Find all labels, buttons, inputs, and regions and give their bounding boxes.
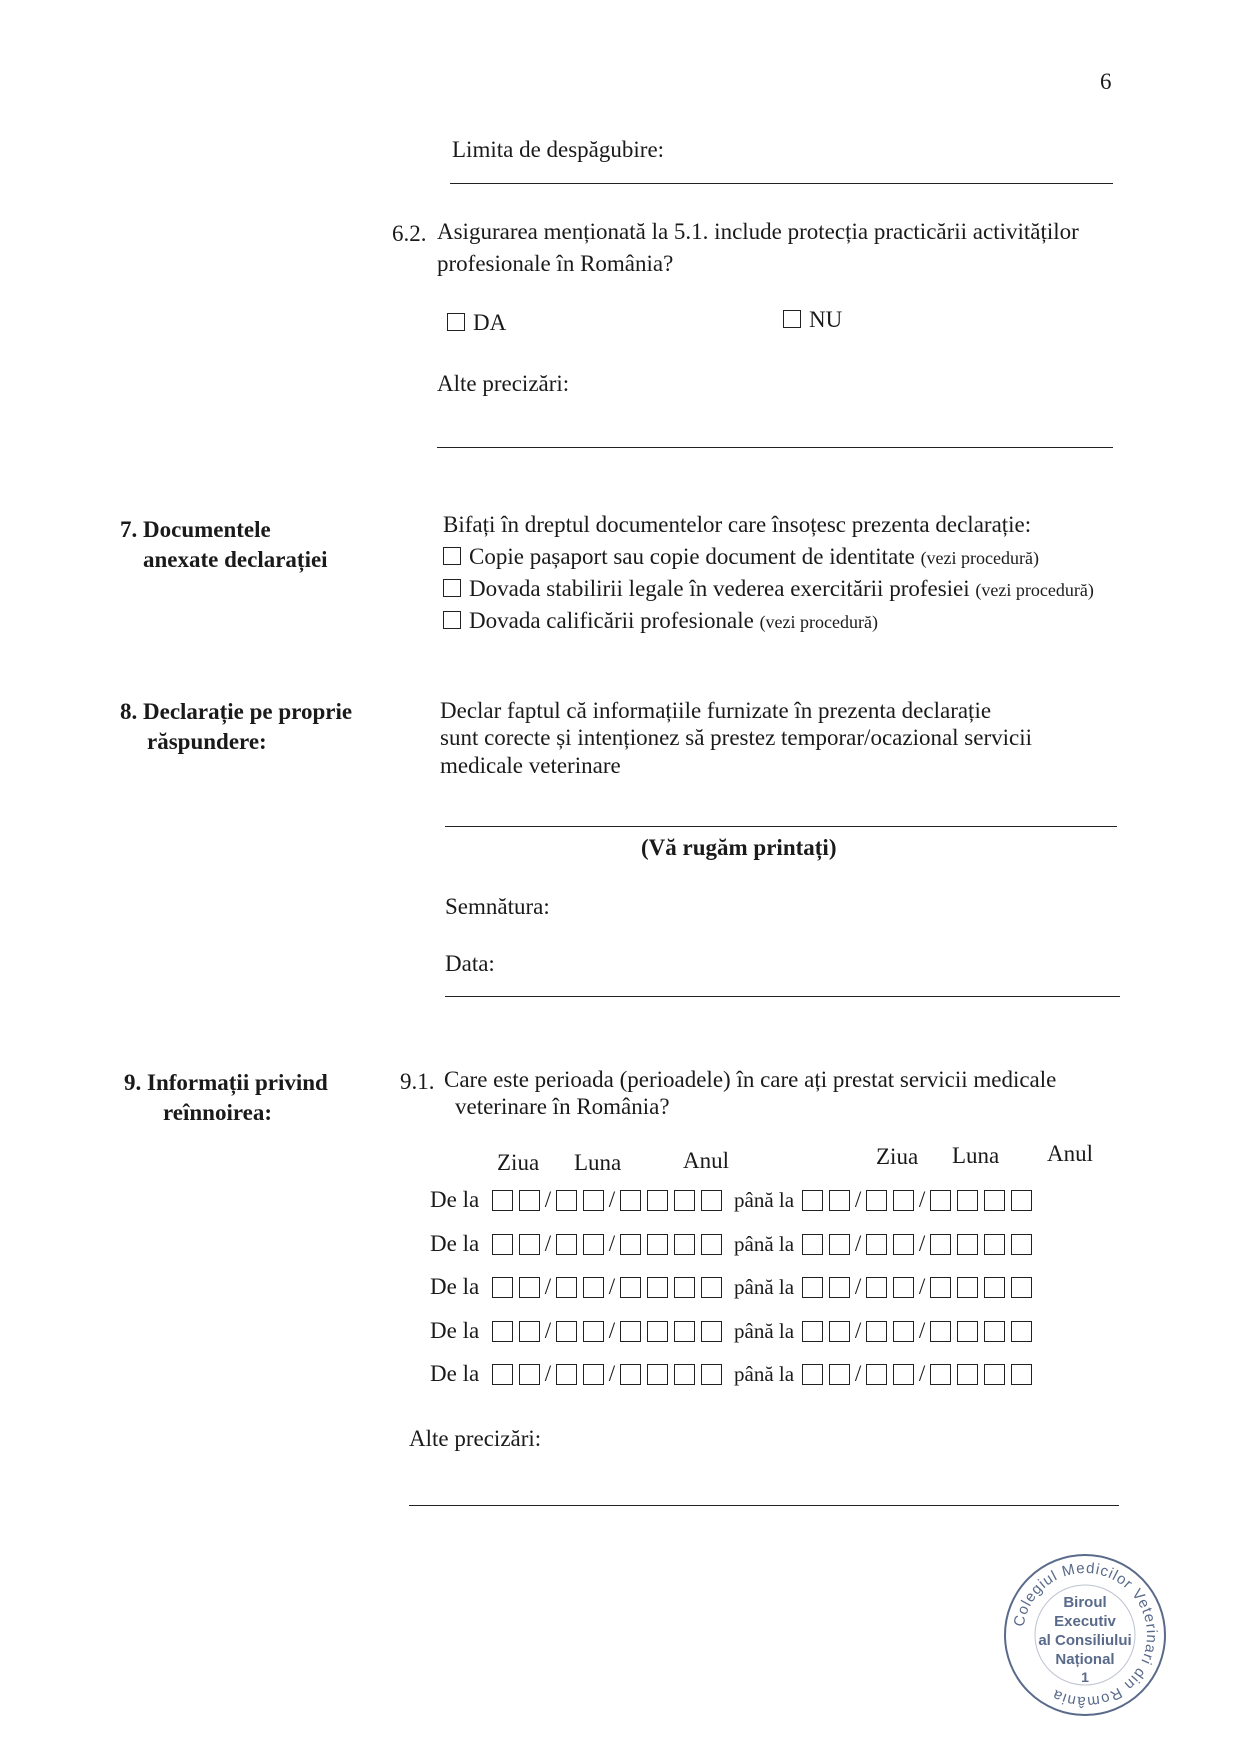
month-box[interactable] bbox=[583, 1277, 604, 1298]
stamp-ring-text: Colegiul Medicilor Veterinari din România bbox=[1010, 1559, 1161, 1711]
month-box[interactable] bbox=[893, 1234, 914, 1255]
stamp-line3: al Consiliului bbox=[1038, 1632, 1132, 1649]
year-box[interactable] bbox=[1011, 1321, 1032, 1342]
year-box[interactable] bbox=[984, 1277, 1005, 1298]
doc-item-1-note: (vezi procedură) bbox=[920, 548, 1039, 568]
day-box[interactable] bbox=[802, 1190, 823, 1211]
doc-item-3-text: Dovada calificării profesionale bbox=[469, 608, 754, 633]
date-slash: / bbox=[854, 1361, 862, 1386]
doc-item-3[interactable] bbox=[443, 607, 878, 636]
year-box[interactable] bbox=[620, 1190, 641, 1211]
month-box[interactable] bbox=[556, 1190, 577, 1211]
month-box[interactable] bbox=[866, 1364, 887, 1385]
period-row bbox=[430, 1274, 1038, 1300]
section8-title-line1: 8. Declarație pe proprie bbox=[120, 699, 353, 724]
col-month-until: Luna bbox=[952, 1143, 1000, 1168]
other-label-6: Alte precizări: bbox=[437, 371, 570, 396]
year-box[interactable] bbox=[957, 1364, 978, 1385]
day-box[interactable] bbox=[829, 1321, 850, 1342]
doc-item-2-note: (vezi procedură) bbox=[975, 580, 1094, 600]
date-slash: / bbox=[918, 1274, 926, 1299]
from-label: De la bbox=[430, 1187, 480, 1212]
other-input-line-9[interactable] bbox=[409, 1505, 1119, 1506]
year-box[interactable] bbox=[674, 1190, 695, 1211]
date-slash: / bbox=[544, 1318, 552, 1343]
from-label: De la bbox=[430, 1231, 480, 1256]
month-box[interactable] bbox=[556, 1321, 577, 1342]
date-slash: / bbox=[608, 1361, 616, 1386]
year-box[interactable] bbox=[957, 1321, 978, 1342]
year-box[interactable] bbox=[984, 1190, 1005, 1211]
from-label: De la bbox=[430, 1318, 480, 1343]
signature-label: Semnătura: bbox=[445, 894, 550, 919]
year-box[interactable] bbox=[957, 1234, 978, 1255]
q62-line1: Asigurarea menționată la 5.1. include protecția practicării activităților bbox=[437, 219, 1079, 244]
day-box[interactable] bbox=[519, 1364, 540, 1385]
year-box[interactable] bbox=[674, 1321, 695, 1342]
declaration-line1: Declar faptul că informațiile furnizate în prezenta declarație bbox=[440, 698, 992, 723]
month-box[interactable] bbox=[893, 1364, 914, 1385]
day-box[interactable] bbox=[519, 1321, 540, 1342]
day-box[interactable] bbox=[802, 1364, 823, 1385]
from-label: De la bbox=[430, 1274, 480, 1299]
council-stamp-icon bbox=[1000, 1550, 1170, 1720]
period-row bbox=[430, 1361, 1038, 1387]
year-box[interactable] bbox=[620, 1234, 641, 1255]
day-box[interactable] bbox=[802, 1321, 823, 1342]
doc-item-3-note: (vezi procedură) bbox=[759, 612, 878, 632]
until-label: până la bbox=[734, 1361, 795, 1386]
date-slash: / bbox=[608, 1274, 616, 1299]
section8-title-line2: răspundere: bbox=[147, 729, 267, 754]
year-box[interactable] bbox=[1011, 1277, 1032, 1298]
date-slash: / bbox=[854, 1187, 862, 1212]
stamp-line2: Executiv bbox=[1054, 1613, 1116, 1630]
doc-checkbox-2[interactable] bbox=[443, 579, 461, 597]
date-slash: / bbox=[918, 1318, 926, 1343]
date-slash: / bbox=[918, 1231, 926, 1256]
year-box[interactable] bbox=[701, 1277, 722, 1298]
year-box[interactable] bbox=[930, 1234, 951, 1255]
day-box[interactable] bbox=[519, 1234, 540, 1255]
section9-title-line1: 9. Informații privind bbox=[124, 1070, 328, 1095]
year-box[interactable] bbox=[701, 1364, 722, 1385]
month-box[interactable] bbox=[893, 1190, 914, 1211]
year-box[interactable] bbox=[620, 1364, 641, 1385]
year-box[interactable] bbox=[1011, 1234, 1032, 1255]
year-box[interactable] bbox=[930, 1277, 951, 1298]
year-box[interactable] bbox=[674, 1364, 695, 1385]
other-label-9: Alte precizări: bbox=[409, 1426, 542, 1451]
date-slash: / bbox=[608, 1187, 616, 1212]
year-box[interactable] bbox=[620, 1321, 641, 1342]
year-box[interactable] bbox=[930, 1364, 951, 1385]
doc-item-1[interactable] bbox=[443, 543, 1039, 572]
date-slash: / bbox=[918, 1361, 926, 1386]
stamp-line1: Biroul bbox=[1063, 1594, 1107, 1611]
date-slash: / bbox=[854, 1318, 862, 1343]
day-box[interactable] bbox=[829, 1190, 850, 1211]
col-month-from: Luna bbox=[574, 1150, 622, 1175]
month-box[interactable] bbox=[583, 1190, 604, 1211]
date-slash: / bbox=[608, 1231, 616, 1256]
no-label: NU bbox=[809, 307, 843, 332]
section7-title-line2: anexate declarației bbox=[143, 547, 328, 572]
year-box[interactable] bbox=[620, 1277, 641, 1298]
stamp-line5: 1 bbox=[1081, 1669, 1089, 1685]
from-label: De la bbox=[430, 1361, 480, 1386]
date-slash: / bbox=[544, 1231, 552, 1256]
day-box[interactable] bbox=[492, 1321, 513, 1342]
year-box[interactable] bbox=[957, 1277, 978, 1298]
until-label: până la bbox=[734, 1231, 795, 1256]
month-box[interactable] bbox=[556, 1364, 577, 1385]
day-box[interactable] bbox=[492, 1277, 513, 1298]
year-box[interactable] bbox=[930, 1190, 951, 1211]
date-slash: / bbox=[918, 1187, 926, 1212]
section7-title-line1: 7. Documentele bbox=[120, 517, 271, 542]
month-box[interactable] bbox=[866, 1277, 887, 1298]
date-slash: / bbox=[854, 1231, 862, 1256]
until-label: până la bbox=[734, 1274, 795, 1299]
period-row bbox=[430, 1318, 1038, 1344]
day-box[interactable] bbox=[829, 1234, 850, 1255]
q91-line1: Care este perioada (perioadele) în care ați prestat servicii medicale bbox=[444, 1067, 1057, 1092]
date-slash: / bbox=[544, 1187, 552, 1212]
month-box[interactable] bbox=[866, 1321, 887, 1342]
period-row bbox=[430, 1231, 1038, 1257]
until-label: până la bbox=[734, 1318, 795, 1343]
doc-checkbox-3[interactable] bbox=[443, 611, 461, 629]
month-box[interactable] bbox=[583, 1321, 604, 1342]
month-box[interactable] bbox=[583, 1364, 604, 1385]
day-box[interactable] bbox=[492, 1190, 513, 1211]
yes-checkbox[interactable] bbox=[447, 313, 465, 331]
q62-line2: profesionale în România? bbox=[437, 251, 674, 276]
year-box[interactable] bbox=[957, 1190, 978, 1211]
option-yes[interactable] bbox=[447, 309, 506, 337]
col-year-until: Anul bbox=[1047, 1141, 1093, 1166]
month-box[interactable] bbox=[556, 1277, 577, 1298]
year-box[interactable] bbox=[930, 1321, 951, 1342]
month-box[interactable] bbox=[893, 1277, 914, 1298]
day-box[interactable] bbox=[829, 1364, 850, 1385]
section9-title-line2: reînnoirea: bbox=[163, 1100, 273, 1125]
year-box[interactable] bbox=[984, 1321, 1005, 1342]
date-slash: / bbox=[854, 1274, 862, 1299]
month-box[interactable] bbox=[866, 1190, 887, 1211]
col-year-from: Anul bbox=[683, 1148, 729, 1173]
day-box[interactable] bbox=[492, 1364, 513, 1385]
month-box[interactable] bbox=[556, 1234, 577, 1255]
page-number: 6 bbox=[1100, 69, 1112, 94]
date-label: Data: bbox=[445, 951, 495, 976]
until-label: până la bbox=[734, 1187, 795, 1212]
declaration-line2: sunt corecte și intenționez să prestez temporar/ocazional servicii bbox=[440, 725, 1033, 750]
yes-label: DA bbox=[473, 310, 507, 335]
other-input-line-6[interactable] bbox=[437, 447, 1113, 448]
q91-line2: veterinare în România? bbox=[455, 1094, 670, 1119]
stamp-line4: Național bbox=[1055, 1651, 1115, 1668]
year-box[interactable] bbox=[701, 1321, 722, 1342]
no-checkbox[interactable] bbox=[783, 310, 801, 328]
year-box[interactable] bbox=[984, 1364, 1005, 1385]
day-box[interactable] bbox=[829, 1277, 850, 1298]
year-box[interactable] bbox=[647, 1234, 668, 1255]
col-day-from: Ziua bbox=[497, 1150, 540, 1175]
option-no[interactable] bbox=[783, 306, 842, 334]
year-box[interactable] bbox=[647, 1321, 668, 1342]
day-box[interactable] bbox=[519, 1190, 540, 1211]
section7-intro: Bifați în dreptul documentelor care însoțesc prezenta declarație: bbox=[443, 512, 1032, 537]
month-box[interactable] bbox=[866, 1234, 887, 1255]
year-box[interactable] bbox=[647, 1190, 668, 1211]
day-box[interactable] bbox=[802, 1277, 823, 1298]
year-box[interactable] bbox=[674, 1277, 695, 1298]
month-box[interactable] bbox=[583, 1234, 604, 1255]
col-day-until: Ziua bbox=[876, 1144, 919, 1169]
date-input-line[interactable] bbox=[445, 996, 1120, 997]
day-box[interactable] bbox=[492, 1234, 513, 1255]
year-box[interactable] bbox=[701, 1234, 722, 1255]
year-box[interactable] bbox=[984, 1234, 1005, 1255]
declaration-line3: medicale veterinare bbox=[440, 753, 621, 778]
year-box[interactable] bbox=[701, 1190, 722, 1211]
period-row bbox=[430, 1187, 1038, 1213]
date-slash: / bbox=[544, 1274, 552, 1299]
day-box[interactable] bbox=[519, 1277, 540, 1298]
date-slash: / bbox=[608, 1318, 616, 1343]
year-box[interactable] bbox=[647, 1277, 668, 1298]
name-input-line[interactable] bbox=[445, 826, 1117, 827]
print-note: (Vă rugăm printați) bbox=[641, 835, 837, 860]
year-box[interactable] bbox=[1011, 1364, 1032, 1385]
year-box[interactable] bbox=[1011, 1190, 1032, 1211]
doc-item-2[interactable] bbox=[443, 575, 1094, 604]
limit-label: Limita de despăgubire: bbox=[452, 137, 665, 162]
q62-number: 6.2. bbox=[392, 221, 427, 246]
date-slash: / bbox=[544, 1361, 552, 1386]
month-box[interactable] bbox=[893, 1321, 914, 1342]
limit-input-line[interactable] bbox=[450, 183, 1113, 184]
day-box[interactable] bbox=[802, 1234, 823, 1255]
q91-number: 9.1. bbox=[400, 1069, 435, 1094]
doc-item-1-text: Copie pașaport sau copie document de identitate bbox=[469, 544, 915, 569]
year-box[interactable] bbox=[647, 1364, 668, 1385]
doc-item-2-text: Dovada stabilirii legale în vederea exercitării profesiei bbox=[469, 576, 970, 601]
doc-checkbox-1[interactable] bbox=[443, 547, 461, 565]
year-box[interactable] bbox=[674, 1234, 695, 1255]
